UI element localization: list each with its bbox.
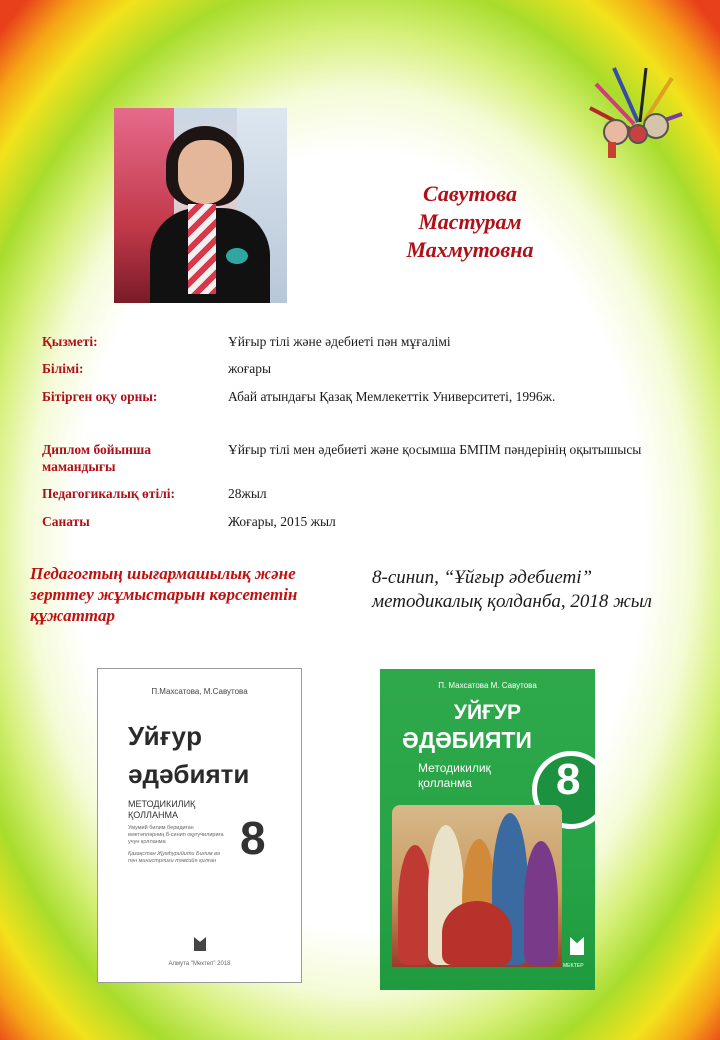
teacher-first-name: Мастурам: [418, 209, 522, 234]
info-label: Қызметі:: [42, 334, 98, 349]
info-label: Диплом бойынша мамандығы: [42, 442, 152, 474]
book-title-line1: Уйғур: [128, 721, 203, 751]
book-note: Умумий билим беридиған мәктәпләрниң 8-синип оқуғучилириға учун қолланма: [128, 825, 224, 845]
teacher-patronymic: Махмутовна: [406, 237, 534, 262]
book-authors: П.Махсатова, М.Савутова: [151, 687, 248, 696]
book-publisher: Алмута "Мектеп" 2018: [168, 961, 231, 967]
publisher-logo-icon: [194, 937, 206, 951]
teacher-photo: [114, 108, 287, 303]
book-note: Қазақстан Җумһурийити Билим вә пән министрлиги тәвсийә қилған: [128, 851, 221, 864]
info-label: Білімі:: [42, 361, 84, 376]
book-title-line2: ӘДӘБИЯТИ: [402, 727, 532, 753]
info-value: Ұйғыр тілі және әдебиеті пән мұғалімі: [228, 334, 451, 349]
book-grade: 8: [556, 755, 581, 804]
book-subtitle: МЕТОДИКИЛИҚ ҚОЛЛАНМА: [128, 799, 196, 820]
book-title-line2: әдәбияти: [128, 759, 250, 789]
teacher-surname: Савутова: [423, 181, 517, 206]
book-title-line1: УЙҒУР: [453, 701, 522, 724]
info-value: 28жыл: [228, 486, 267, 501]
book-grade: 8: [240, 812, 266, 864]
info-value: Ұйғыр тілі мен әдебиеті және қосымша БМПМ пәндерінің оқытышысы: [228, 442, 642, 457]
book-caption: 8-синип, “Ұйғыр әдебиеті” методикалық қолданба, 2018 жыл: [372, 567, 652, 612]
book-subtitle: Методикилиқ қолланма: [418, 761, 491, 790]
book-cover-green: [380, 669, 595, 990]
info-value: жоғары: [228, 361, 272, 376]
info-label: Бітірген оқу орны:: [42, 389, 158, 404]
info-label: Санаты: [42, 514, 90, 529]
info-value: Абай атындағы Қазақ Мемлекеттік Университеті, 1996ж.: [228, 389, 556, 404]
publisher-logo-icon: [570, 937, 584, 955]
info-label: Педагогикалық өтілі:: [42, 486, 176, 501]
cover-illustration: [392, 805, 562, 967]
documents-heading: Педагогтың шығармашылық және зерттеу жұмыстарын көрсететін құжаттар: [30, 564, 298, 625]
makeup-tools-icon: [586, 64, 686, 160]
book-authors: П. Махсатова М. Савутова: [438, 681, 537, 690]
book-cover-white: [97, 668, 302, 983]
teacher-name: [380, 180, 560, 264]
info-value: Жоғары, 2015 жыл: [228, 514, 336, 529]
book-publisher: MEKTEP: [563, 963, 584, 969]
